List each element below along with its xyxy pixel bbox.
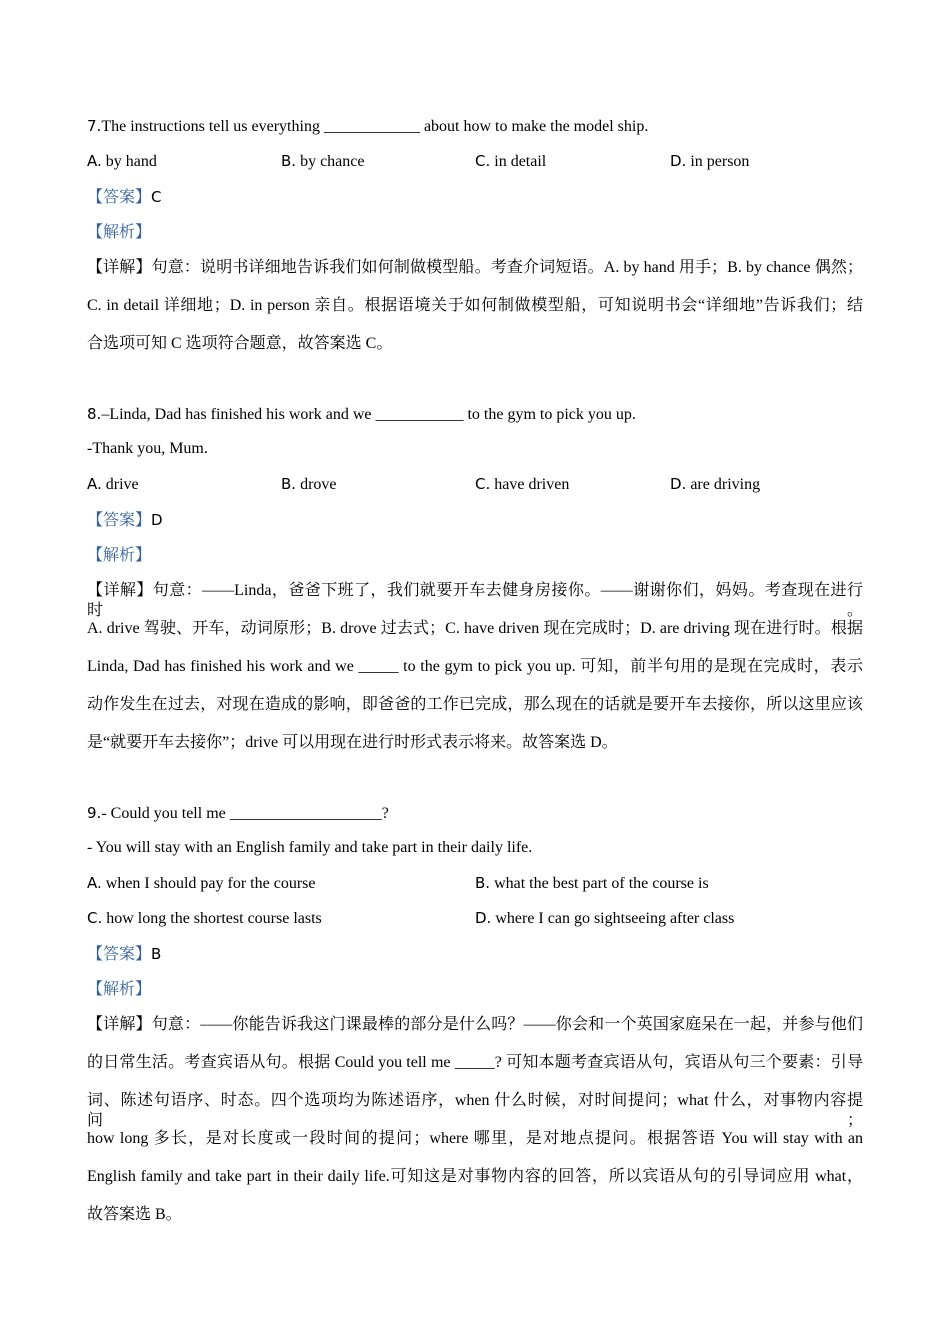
option-letter: D. [670, 475, 687, 493]
option-letter: B. [281, 152, 297, 170]
option-text: in detail [494, 153, 547, 170]
analysis-label: 【解析】 [87, 547, 152, 564]
option-d [670, 151, 749, 172]
option-letter: A. [87, 874, 102, 892]
detail-line: English family and take part in their daily life.可知这是对事物内容的回答，所以宾语从句的引导词应用 what， [87, 1168, 863, 1185]
option-a [87, 151, 157, 172]
answer-label: 【答案】 [87, 512, 152, 529]
analysis-label: 【解析】 [87, 224, 152, 241]
detail-line: how long 多长，是对长度或一段时间的提问；where 哪里，是对地点提问。根据答语 You will stay with an [87, 1130, 863, 1147]
answer-line [87, 510, 163, 531]
option-text: in person [690, 153, 750, 170]
option-text: are driving [690, 476, 761, 493]
option-letter: B. [475, 874, 491, 892]
option-a [87, 873, 315, 894]
option-text: drove [300, 476, 337, 493]
option-letter: C. [87, 909, 103, 927]
option-letter: D. [475, 909, 492, 927]
answer-label: 【答案】 [87, 189, 152, 206]
option-text: what the best part of the course is [494, 875, 709, 892]
question-text: –Linda, Dad has finished his work and we ___________ to the gym to pick you up. [101, 406, 636, 423]
detail-line: 合选项可知 C 选项符合题意，故答案选 C。 [87, 335, 393, 352]
option-b [475, 873, 709, 894]
question-text: The instructions tell us everything ____________ about how to make the model ship. [101, 118, 649, 135]
question-number: 9. [87, 804, 102, 822]
question-7-stem [87, 116, 648, 137]
detail-line: 故答案选 B。 [87, 1206, 182, 1223]
question-reply: -Thank you, Mum. [87, 440, 208, 457]
detail-line: 是“就要开车去接你”；drive 可以用现在进行时形式表示将来。故答案选 D。 [87, 734, 618, 751]
detail-line: C. in detail 详细地；D. in person 亲自。根据语境关于如何制做模型船，可知说明书会“详细地”告诉我们；结 [87, 297, 863, 314]
option-d [475, 908, 734, 929]
question-number: 8. [87, 405, 102, 423]
question-9-stem [87, 803, 389, 824]
option-letter: C. [475, 475, 491, 493]
answer-value: C [151, 188, 162, 206]
answer-line [87, 944, 161, 965]
answer-value: D [151, 511, 163, 529]
option-text: when I should pay for the course [105, 875, 316, 892]
question-text: - Could you tell me ___________________? [101, 805, 389, 822]
detail-line: Linda, Dad has finished his work and we _____ to the gym to pick you up. 可知，前半句用的是现在完成时，表示 [87, 658, 863, 675]
analysis-label: 【解析】 [87, 981, 152, 998]
option-text: have driven [494, 476, 570, 493]
option-text: drive [105, 476, 139, 493]
option-a [87, 474, 139, 495]
detail-line: 【详解】句意：——你能告诉我这门课最棒的部分是什么吗？——你会和一个英国家庭呆在一起，并参与他们 [87, 1016, 863, 1033]
option-text: how long the shortest course lasts [106, 910, 322, 927]
option-d [670, 474, 760, 495]
detail-line: 【详解】句意：说明书详细地告诉我们如何制做模型船。考查介词短语。A. by hand 用手；B. by chance 偶然； [87, 259, 863, 276]
option-b [281, 151, 364, 172]
answer-line [87, 187, 162, 208]
detail-line: 【详解】句意：——Linda，爸爸下班了，我们就要开车去健身房接你。——谢谢你们，妈妈。考查现在进行时。 [87, 582, 863, 619]
option-c [475, 474, 569, 495]
option-letter: B. [281, 475, 297, 493]
option-text: where I can go sightseeing after class [495, 910, 735, 927]
question-reply: - You will stay with an English family and take part in their daily life. [87, 839, 533, 856]
option-letter: A. [87, 152, 102, 170]
option-letter: A. [87, 475, 102, 493]
option-text: by chance [300, 153, 365, 170]
option-c [87, 908, 322, 929]
question-number: 7. [87, 117, 102, 135]
option-letter: D. [670, 152, 687, 170]
detail-line: 词、陈述句语序、时态。四个选项均为陈述语序，when 什么时候，对时间提问；what 什么，对事物内容提问； [87, 1092, 863, 1129]
option-text: by hand [105, 153, 157, 170]
answer-label: 【答案】 [87, 946, 152, 963]
option-letter: C. [475, 152, 491, 170]
detail-line: 的日常生活。考查宾语从句。根据 Could you tell me _____? 可知本题考查宾语从句，宾语从句三个要素：引导 [87, 1054, 863, 1071]
detail-line: A. drive 驾驶、开车，动词原形；B. drove 过去式；C. have driven 现在完成时；D. are driving 现在进行时。根据 [87, 620, 863, 637]
question-8-stem [87, 404, 636, 425]
option-c [475, 151, 546, 172]
detail-line: 动作发生在过去，对现在造成的影响，即爸爸的工作已完成，那么现在的话就是要开车去接你，所以这里应该 [87, 696, 863, 713]
option-b [281, 474, 337, 495]
answer-value: B [151, 945, 162, 963]
